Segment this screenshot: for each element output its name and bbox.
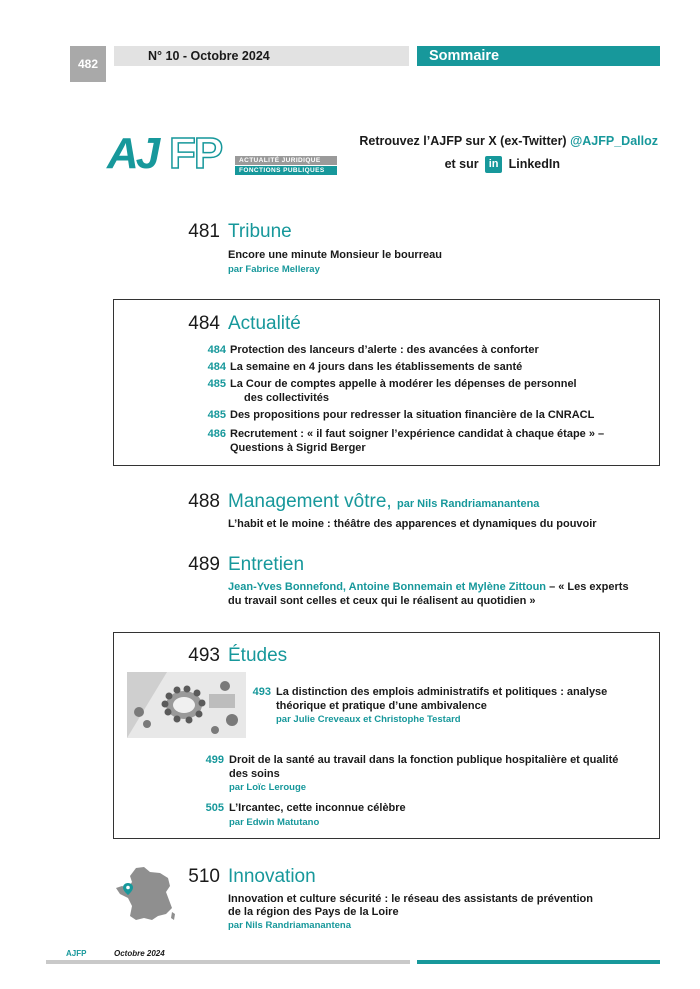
item-title[interactable]: La semaine en 4 jours dans les établissements de santé [230,361,523,373]
item-page: 493 [252,686,271,698]
section-number: 488 [188,491,220,512]
section-number: 484 [188,313,220,334]
article-title-cont[interactable]: de la région des Pays de la Loire [228,906,399,918]
item-title-cont[interactable]: des collectivités [244,392,329,404]
item-author: par Julie Creveaux et Christophe Testard [276,714,461,725]
section-number: 481 [188,221,220,242]
twitter-handle[interactable]: @AJFP_Dalloz [570,134,658,148]
section-byline: par Nils Randriamanantena [396,498,540,510]
linkedin-text[interactable]: LinkedIn [508,156,560,171]
item-title[interactable]: Droit de la santé au travail dans la fonction publique hospitalière et qualité [229,754,619,766]
item-title-cont[interactable]: des soins [229,768,280,780]
logo-aj: AJ [107,129,158,178]
item-title-cont[interactable]: théorique et pratique d’une ambivalence [276,700,487,712]
ajfp-logo [107,128,342,184]
section-number: 493 [188,645,220,666]
issue-label: N° 10 - Octobre 2024 [114,46,409,66]
meeting-photo [127,672,246,738]
linkedin-prefix: et sur [444,156,479,171]
twitter-promo [340,134,658,148]
item-title[interactable]: La distinction des emplois administratifs et politiques : analyse [276,686,608,698]
article-author: par Nils Randriamanantena [228,920,352,931]
item-title-cont[interactable]: Questions à Sigrid Berger [230,442,366,454]
section-heading[interactable]: Innovation [228,866,316,887]
linkedin-icon[interactable]: in [485,156,502,173]
item-page: 485 [207,378,226,390]
logo-subtitle-2: FONCTIONS PUBLIQUES [235,166,337,175]
section-number: 489 [188,554,220,575]
item-page: 486 [207,428,226,440]
article-title[interactable]: L’habit et le moine : théâtre des apparences et dynamiques du pouvoir [228,518,597,530]
footer-rule-right [417,960,660,964]
section-heading-text: Management vôtre, [228,491,392,512]
section-management [150,491,660,536]
article-author: par Fabrice Melleray [228,264,320,275]
item-title[interactable]: L’Ircantec, cette inconnue célèbre [229,802,406,814]
page-number: 482 [70,46,106,82]
item-author: par Edwin Matutano [229,817,320,828]
item-page: 484 [207,361,226,373]
item-title[interactable]: Recrutement : « il faut soigner l’expérience candidat à chaque étape » – [230,428,605,440]
item-title[interactable]: Des propositions pour redresser la situation financière de la CNRACL [230,409,595,421]
logo-subtitle-1: ACTUALITÉ JURIDIQUE [235,156,337,165]
section-heading[interactable]: Tribune [228,221,292,242]
footer-date: Octobre 2024 [114,949,165,958]
section-number: 510 [188,866,220,887]
section-title: Sommaire [417,46,660,66]
map-pin-icon [123,882,133,894]
twitter-text: Retrouvez l’AJFP sur X (ex-Twitter) [359,134,567,148]
section-etudes [150,645,660,675]
section-innovation [150,866,660,936]
item-title[interactable]: Protection des lanceurs d’alerte : des avancées à conforter [230,344,539,356]
item-page: 485 [207,409,226,421]
article-title[interactable] [228,580,629,594]
item-title[interactable]: La Cour de comptes appelle à modérer les dépenses de personnel [230,378,577,390]
section-heading[interactable] [228,491,539,515]
interview-title: – « Les experts [546,581,629,593]
item-page: 505 [205,802,224,814]
article-title-cont[interactable]: du travail sont celles et ceux qui le réalisent au quotidien » [228,595,536,607]
footer-brand: AJFP [66,949,87,958]
section-heading[interactable]: Actualité [228,313,301,334]
logo-fp: FP [169,129,222,178]
article-title[interactable]: Encore une minute Monsieur le bourreau [228,249,442,261]
item-page: 499 [205,754,224,766]
footer-rule-left [46,960,410,964]
interview-authors: Jean-Yves Bonnefond, Antoine Bonnemain et Mylène Zittoun [228,581,547,593]
article-title[interactable]: Innovation et culture sécurité : le réseau des assistants de prévention [228,893,593,905]
item-author: par Loïc Lerouge [229,782,307,793]
section-heading[interactable]: Entretien [228,554,305,575]
section-tribune [150,221,660,281]
item-page: 484 [207,344,226,356]
section-entretien [150,554,660,614]
linkedin-promo [340,156,560,173]
section-heading[interactable]: Études [228,645,288,666]
